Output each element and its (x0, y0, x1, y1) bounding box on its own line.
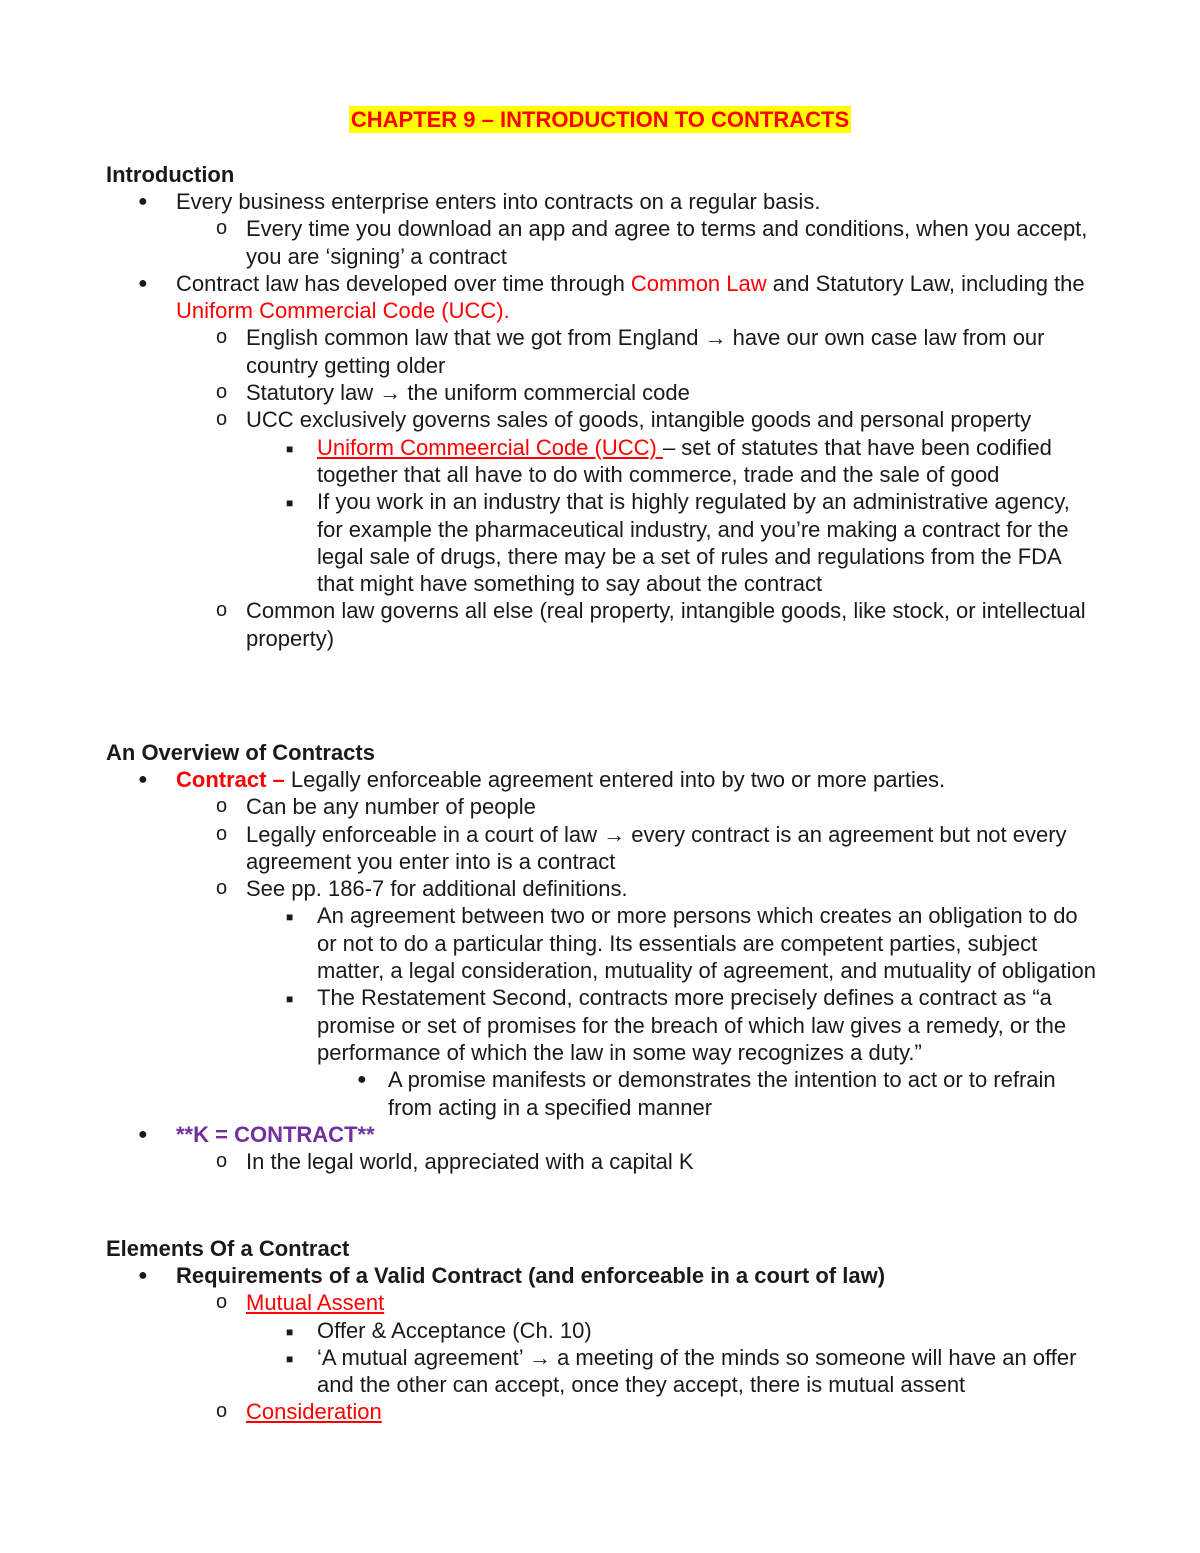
section-heading-elements: Elements Of a Contract (106, 1236, 350, 1261)
hollow-o-bullet-icon: o (216, 599, 228, 622)
filled-circle-bullet-icon: ● (138, 771, 148, 788)
ucc-link-term: Uniform Commeercial Code (UCC) (317, 434, 663, 460)
list-item: o Can be any number of people (216, 794, 536, 820)
square-bullet-icon: ■ (286, 441, 294, 456)
list-item: ● A promise manifests or demonstrates the intention to act or to refrain from acting in a specified manner (357, 1067, 1056, 1120)
list-item: ■ If you work in an industry that is highly regulated by an administrative agency, for example the pharmaceutical industry, and you’re making a contract for the legal sale of drugs, there may be a set of rules and regulations from the FDA that might have something to say about the contract (286, 489, 1070, 597)
list-item: o UCC exclusively governs sales of goods, intangible goods and personal property ■ Uniform Commeercial Code (UCC) – set of statutes that have been codified together that all have to do with commerce, trade and the sale of good ■ If you work in an industry that is highly regulated by an administrative agency, for example the pharmaceutical industry, and you’re making a contract for the legal sale of drugs, there may be a set of rules and regulations from the FDA that might have something to say about the contract (176, 406, 1096, 597)
right-arrow-icon: → (379, 380, 402, 406)
consideration-term: Consideration (246, 1399, 382, 1425)
filled-circle-bullet-icon: ● (138, 1267, 148, 1284)
hollow-o-bullet-icon: o (216, 408, 228, 431)
list-item: ■ ‘A mutual agreement’ → a meeting of the minds so someone will have an offer and the other can accept, once they accept, there is mutual assent (286, 1344, 1077, 1398)
ucc-term: Uniform Commercial Code (UCC). (176, 298, 510, 324)
list-item: o Common law governs all else (real property, intangible goods, like stock, or intellectual property) (216, 598, 1086, 651)
k-equals-contract: **K = CONTRACT** (176, 1121, 375, 1147)
list-item: ■ Offer & Acceptance (Ch. 10) (246, 1317, 1096, 1344)
list-item (176, 1398, 1096, 1425)
square-bullet-icon: ■ (286, 910, 294, 925)
hollow-o-bullet-icon: o (216, 795, 228, 818)
right-arrow-icon: → (528, 1344, 551, 1370)
common-law-term: Common Law (630, 270, 767, 296)
list-item: ■ An agreement between two or more persons which creates an obligation to do or not to do a particular thing. Its essentials are competent parties, subject matter, a legal consideration, mutuality of agreement, and mutuality of obligation (286, 903, 1097, 984)
page-title: CHAPTER 9 – INTRODUCTION TO CONTRACTS (350, 107, 850, 132)
section-heading-overview: An Overview of Contracts (106, 740, 375, 765)
square-bullet-icon: ■ (286, 1351, 294, 1366)
hollow-o-bullet-icon: o (216, 822, 228, 845)
hollow-o-bullet-icon: o (216, 1400, 228, 1423)
filled-circle-bullet-icon: ● (357, 1071, 367, 1089)
hollow-o-bullet-icon: o (216, 877, 228, 900)
list-item: ● Every business enterprise enters into contracts on a regular basis. o Every time you download an app and agree to terms and conditions, when you accept, you are ‘signing’ a contract (0, 188, 1096, 270)
section-heading-introduction: Introduction (106, 162, 235, 187)
list-item: o Legally enforceable in a court of law → every contract is an agreement but not every agreement you enter into is a contract (216, 821, 1067, 874)
list-item: ■ The Restatement Second, contracts more precisely defines a contract as “a promise or set of promises for the breach of which law gives a remedy, or the performance of which the law in some way recognizes a duty.” ● A promise manifests or demonstrates the intention to act or to refrain from acting in a specified manner (246, 984, 1096, 1120)
list-item (176, 1289, 1096, 1398)
hollow-o-bullet-icon: o (216, 381, 228, 404)
list-item: o Statutory law → the uniform commercial code (216, 380, 690, 406)
filled-circle-bullet-icon: ● (138, 274, 148, 292)
list-item: o Every time you download an app and agree to terms and conditions, when you accept, you are ‘signing’ a contract (216, 216, 1088, 269)
elements-list (0, 1262, 1096, 1426)
hollow-o-bullet-icon: o (216, 1150, 228, 1173)
hollow-o-bullet-icon: o (216, 217, 228, 240)
hollow-o-bullet-icon: o (216, 1291, 228, 1314)
overview-list (0, 766, 1096, 1175)
filled-circle-bullet-icon: ● (138, 1125, 148, 1143)
right-arrow-icon: → (704, 325, 727, 351)
list-item: o In the legal world, appreciated with a capital K (216, 1149, 694, 1175)
list-item: o English common law that we got from England → have our own case law from our country getting older (216, 325, 1045, 378)
square-bullet-icon: ■ (286, 1324, 294, 1339)
square-bullet-icon: ■ (286, 496, 294, 511)
list-item (0, 1121, 1096, 1176)
right-arrow-icon: → (603, 821, 626, 847)
hollow-o-bullet-icon: o (216, 326, 228, 349)
list-item: ● Contract law has developed over time through Common Law and Statutory Law, including the Uniform Commercial Code (UCC). o English common law that we got from England → have our own case law from our country getting older o Statutory law → the uniform commercial code o UCC exclusively governs sales of goods, intangible goods and personal property ■ Uniform Commeercial Code (UCC) – set of statutes that have been codified together that all have to do with commerce, trade and the sale of good ■ If you work in an industry that is highly regulated by an administrative agency, for example the pharmaceutical industry, and you’re making a contract for the legal sale of drugs, there may be a set of rules and regulations from the FDA that might have something to say about the contract o Common law governs all else (real property, intangible goods, like stock, or intellectual property) (0, 270, 1096, 652)
filled-circle-bullet-icon: ● (138, 193, 148, 210)
list-item: o See pp. 186-7 for additional definitions. ■ An agreement between two or more persons which creates an obligation to do or not to do a particular thing. Its essentials are competent parties, subject matter, a legal consideration, mutuality of agreement, and mutuality of obligation ■ The Restatement Second, contracts more precisely defines a contract as “a promise or set of promises for the breach of which law gives a remedy, or the performance of which the law in some way recognizes a duty.” ● A promise manifests or demonstrates the intention to act or to refrain from acting in a specified manner (216, 876, 1097, 1120)
list-item: ● Requirements of a Valid Contract (and enforceable in a court of law) o Mutual Assent ■ Offer & Acceptance (Ch. 10) ■ ‘A mutual agreement’ → a meeting of the minds so someone will have an offer and the other can accept, once they accept, there is mutual assent o Consideration (0, 1262, 1096, 1426)
list-item: ■ Uniform Commeercial Code (UCC) – set of statutes that have been codified together that all have to do with commerce, trade and the sale of good (286, 434, 1052, 487)
introduction-list (0, 188, 1096, 652)
list-item: ● Contract – Legally enforceable agreement entered into by two or more parties. o Can be any number of people o Legally enforceable in a court of law → every contract is an agreement but not every agreement you enter into is a contract o See pp. 186-7 for additional definitions. ■ An agreement between two or more persons which creates an obligation to do or not to do a particular thing. Its essentials are competent parties, subject matter, a legal consideration, mutuality of agreement, and mutuality of obligation ■ The Restatement Second, contracts more precisely defines a contract as “a promise or set of promises for the breach of which law gives a remedy, or the performance of which the law in some way recognizes a duty.” ● A promise manifests or demonstrates the intention to act or to refrain from acting in a specified manner (138, 767, 1097, 1120)
contract-term: Contract – (176, 767, 285, 792)
mutual-assent-term: Mutual Assent (246, 1290, 385, 1316)
square-bullet-icon: ■ (286, 992, 294, 1007)
